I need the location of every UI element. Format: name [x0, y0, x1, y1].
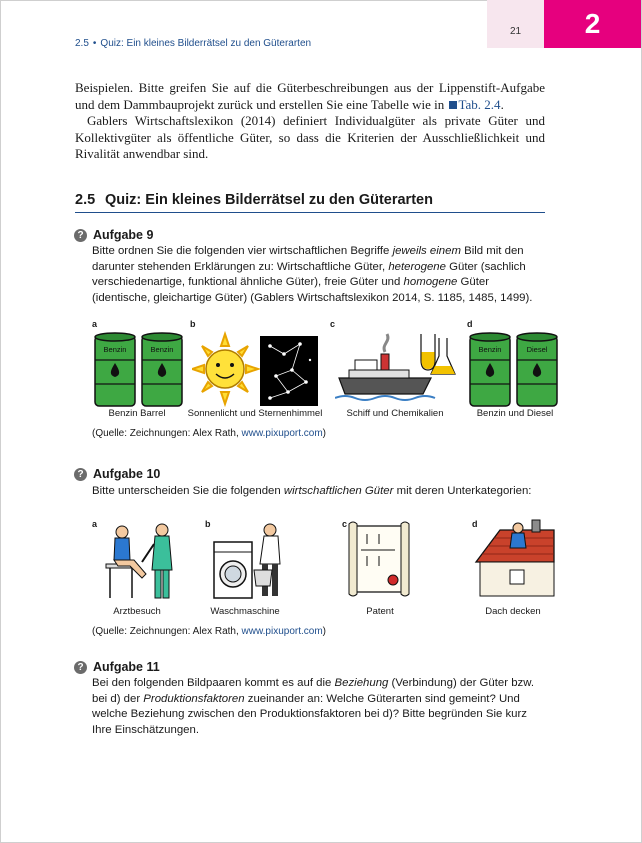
doctor-visit-illustration: [100, 520, 190, 602]
roofing-illustration: [470, 514, 560, 602]
task11-text-1: Bei den folgenden Bildpaaren kommt es auf die: [92, 677, 335, 689]
task10-text-2: mit deren Unterkategorien:: [393, 485, 532, 497]
task11-text: [92, 676, 542, 738]
intro-text-c: Gablers Wirtschaftslexikon (2014) definiert Individualgüter als private Güter und Kollektivgüter als öffentliche Güter, so dass die Kriterien der Ausschließlichkeit und Rivalität anwendbar sind.: [75, 113, 545, 161]
barrel-icon: [470, 333, 510, 406]
task9-image-a-letter: a: [92, 319, 98, 329]
barrel-pair-illustration: [92, 330, 188, 408]
task9-emph-2: heterogene: [388, 260, 446, 273]
task10-source-text: (Quelle: Zeichnungen: Alex Rath,: [92, 626, 242, 637]
task9-text-3: Güter (sachlich verschiedenartige, funktional ähnliche Güter), freie Güter und: [92, 260, 526, 289]
section-title: Quiz: Ein kleines Bilderrätsel zu den Güterarten: [105, 192, 433, 208]
table-reference-link[interactable]: Tab. 2.4: [458, 96, 501, 112]
starry-sky-icon: [260, 336, 318, 406]
task10-caption-a: Arztbesuch: [113, 606, 161, 617]
task10-title: [74, 467, 160, 481]
question-icon: ?: [74, 661, 87, 674]
sun-and-stars-illustration: [192, 330, 322, 408]
task9-title-text: Aufgabe 9: [93, 228, 154, 242]
task10-title-text: Aufgabe 10: [93, 467, 161, 481]
intro-text-b: .: [500, 96, 504, 112]
barrel-label: Benzin: [103, 345, 127, 354]
task9-image-c-letter: c: [330, 319, 336, 329]
section-number: 2.5: [75, 192, 96, 208]
task9-caption-b: Sonnenlicht und Sternenhimmel: [187, 408, 323, 419]
running-head-separator: •: [92, 38, 97, 49]
task10-image-d-letter: d: [472, 519, 478, 529]
roofer-icon: [510, 523, 526, 548]
task9-emph-1: jeweils einem: [392, 245, 461, 257]
patent-scroll-icon: [349, 522, 409, 596]
table-reference-icon: [449, 101, 457, 109]
barrel-icon: [517, 333, 557, 406]
task9-caption-a: Benzin Barrel: [108, 408, 166, 419]
task9-source: [92, 428, 326, 439]
barrel-icon: [95, 333, 135, 406]
task10-image-c-letter: c: [342, 519, 348, 529]
task10-source-end: ): [322, 626, 327, 637]
section-rule: [75, 212, 545, 213]
task9-title: [74, 228, 153, 242]
task10-source-link[interactable]: www.pixuport.com: [241, 626, 323, 637]
task9-image-b-letter: b: [190, 319, 196, 329]
task10-text: [92, 484, 542, 500]
doctor-icon: [142, 524, 172, 598]
barrel-label: Diesel: [526, 345, 548, 354]
task9-text-2: Bild mit den darunter stehenden Erklärungen zu: Wirtschaftliche Güter,: [92, 245, 524, 273]
task10-image-a-letter: a: [92, 519, 98, 529]
task9-caption-d: Benzin und Diesel: [476, 408, 554, 419]
intro-paragraph: [75, 80, 545, 163]
person-icon: [254, 524, 280, 596]
washing-machine-icon: [214, 542, 252, 598]
header-band: [487, 0, 544, 48]
barrel-label: Benzin: [478, 345, 502, 354]
question-icon: ?: [74, 229, 87, 242]
chapter-number: 2: [544, 0, 641, 48]
task10-text-1: Bitte unterscheiden Sie die folgenden: [92, 485, 284, 497]
chemicals-icon: [421, 334, 455, 374]
barrel-icon: [142, 333, 182, 406]
ship-icon: [335, 334, 435, 400]
page-number: 21: [509, 26, 522, 37]
ship-and-chemicals-illustration: [335, 330, 460, 408]
task10-caption-b: Waschmaschine: [210, 606, 280, 617]
benzin-diesel-illustration: [467, 330, 563, 408]
task9-image-d-letter: d: [467, 319, 473, 329]
task9-source-text: (Quelle: Zeichnungen: Alex Rath,: [92, 428, 242, 439]
task9-source-end: ): [322, 428, 327, 439]
intro-text-a: Beispielen. Bitte greifen Sie auf die Güterbeschreibungen aus der Lippenstift-Aufgabe und dem Dammbauprojekt zurück und erstellen Sie eine Tabelle wie in: [75, 80, 545, 112]
patent-illustration: [345, 520, 415, 602]
task10-caption-c: Patent: [366, 606, 394, 617]
task9-text-1: Bitte ordnen Sie die folgenden vier wirtschaftlichen Begriffe: [92, 245, 393, 257]
task9-source-link[interactable]: www.pixuport.com: [241, 428, 323, 439]
task10-emph-1: wirtschaftlichen Güter: [283, 485, 394, 497]
task10-source: [92, 626, 326, 637]
task9-text: [92, 244, 542, 306]
task10-caption-d: Dach decken: [485, 606, 541, 617]
running-head-title: Quiz: Ein kleines Bilderrätsel zu den Güterarten: [100, 38, 312, 49]
task11-emph-1: Beziehung: [334, 677, 389, 689]
question-icon: ?: [74, 468, 87, 481]
task10-image-b-letter: b: [205, 519, 211, 529]
task11-emph-2: Produktionsfaktoren: [143, 692, 245, 705]
section-heading: [75, 192, 545, 208]
barrel-label: Benzin: [150, 345, 174, 354]
patient-icon: [106, 526, 146, 598]
task9-caption-c: Schiff und Chemikalien: [346, 408, 444, 419]
washing-machine-illustration: [210, 520, 290, 602]
task11-title: [74, 660, 160, 674]
task11-text-2: (Verbindung) der Güter bzw. bei d) der: [92, 677, 534, 705]
running-head-number: 2.5: [75, 38, 89, 49]
running-head: [75, 38, 311, 49]
task9-emph-3: homogene: [403, 276, 458, 289]
task11-text-3: zueinander an: Welche Güterarten sind gemeint? Und welche Beziehung zwischen den Produktionsfaktoren bei d)? Bitte begründen Sie kurz Ihre Einschätzungen.: [92, 692, 528, 736]
task9-text-4: Güter (identische, gleichartige Güter) (Gablers Wirtschaftslexikon 2014, S. 1185, 1485, 1499).: [92, 276, 533, 304]
task11-title-text: Aufgabe 11: [93, 660, 160, 674]
sun-icon: [192, 334, 258, 404]
